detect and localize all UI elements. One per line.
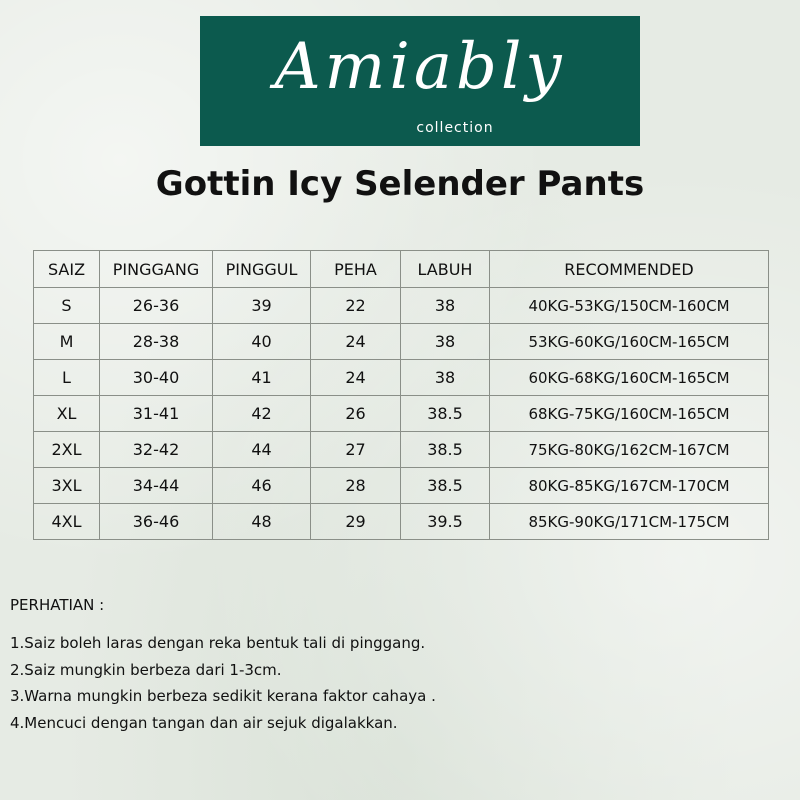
cell-peha: 29 [311, 504, 401, 540]
cell-size: XL [34, 396, 100, 432]
brand-logo [200, 16, 640, 146]
header-recommended: RECOMMENDED [490, 251, 769, 288]
notes-section [10, 596, 436, 740]
table-row [34, 468, 769, 504]
cell-size: M [34, 324, 100, 360]
cell-pinggul: 41 [213, 360, 311, 396]
cell-peha: 27 [311, 432, 401, 468]
cell-labuh: 38 [401, 360, 490, 396]
cell-peha: 26 [311, 396, 401, 432]
cell-labuh: 38.5 [401, 432, 490, 468]
size-chart-table [33, 250, 769, 540]
cell-recommended: 60KG-68KG/160CM-165CM [490, 360, 769, 396]
cell-pinggul: 48 [213, 504, 311, 540]
cell-pinggul: 44 [213, 432, 311, 468]
header-pinggul: PINGGUL [213, 251, 311, 288]
table-row [34, 396, 769, 432]
cell-size: 4XL [34, 504, 100, 540]
cell-peha: 24 [311, 360, 401, 396]
note-item: 3.Warna mungkin berbeza sedikit kerana faktor cahaya . [10, 687, 436, 705]
header-labuh: LABUH [401, 251, 490, 288]
cell-recommended: 85KG-90KG/171CM-175CM [490, 504, 769, 540]
header-pinggang: PINGGANG [100, 251, 213, 288]
brand-name: Amiably [274, 30, 566, 104]
table-row [34, 504, 769, 540]
cell-pinggul: 46 [213, 468, 311, 504]
cell-labuh: 39.5 [401, 504, 490, 540]
cell-size: 2XL [34, 432, 100, 468]
cell-pinggang: 26-36 [100, 288, 213, 324]
cell-pinggang: 28-38 [100, 324, 213, 360]
cell-pinggul: 40 [213, 324, 311, 360]
note-item: 2.Saiz mungkin berbeza dari 1-3cm. [10, 660, 282, 679]
note-item: 4.Mencuci dengan tangan dan air sejuk digalakkan. [10, 713, 398, 732]
cell-pinggang: 36-46 [100, 504, 213, 540]
cell-pinggang: 31-41 [100, 396, 213, 432]
brand-subtitle: collection [416, 120, 494, 136]
cell-size: L [34, 360, 100, 396]
cell-pinggul: 39 [213, 288, 311, 324]
product-title: Gottin Icy Selender Pants [155, 164, 645, 204]
cell-labuh: 38.5 [401, 468, 490, 504]
cell-recommended: 68KG-75KG/160CM-165CM [490, 396, 769, 432]
table-row [34, 432, 769, 468]
cell-pinggul: 42 [213, 396, 311, 432]
cell-peha: 28 [311, 468, 401, 504]
cell-labuh: 38 [401, 324, 490, 360]
cell-pinggang: 34-44 [100, 468, 213, 504]
note-item: 1.Saiz boleh laras dengan reka bentuk tali di pinggang. [10, 634, 426, 652]
cell-recommended: 75KG-80KG/162CM-167CM [490, 432, 769, 468]
table-row [34, 288, 769, 324]
cell-size: 3XL [34, 468, 100, 504]
cell-recommended: 53KG-60KG/160CM-165CM [490, 324, 769, 360]
table-header-row [34, 251, 769, 288]
table-row [34, 324, 769, 360]
cell-peha: 22 [311, 288, 401, 324]
cell-labuh: 38.5 [401, 396, 490, 432]
table-row [34, 360, 769, 396]
notes-heading: PERHATIAN : [10, 596, 105, 614]
cell-pinggang: 32-42 [100, 432, 213, 468]
cell-recommended: 40KG-53KG/150CM-160CM [490, 288, 769, 324]
header-saiz: SAIZ [34, 251, 100, 288]
cell-peha: 24 [311, 324, 401, 360]
cell-pinggang: 30-40 [100, 360, 213, 396]
cell-labuh: 38 [401, 288, 490, 324]
header-peha: PEHA [311, 251, 401, 288]
cell-size: S [34, 288, 100, 324]
cell-recommended: 80KG-85KG/167CM-170CM [490, 468, 769, 504]
notes-list [10, 634, 436, 740]
